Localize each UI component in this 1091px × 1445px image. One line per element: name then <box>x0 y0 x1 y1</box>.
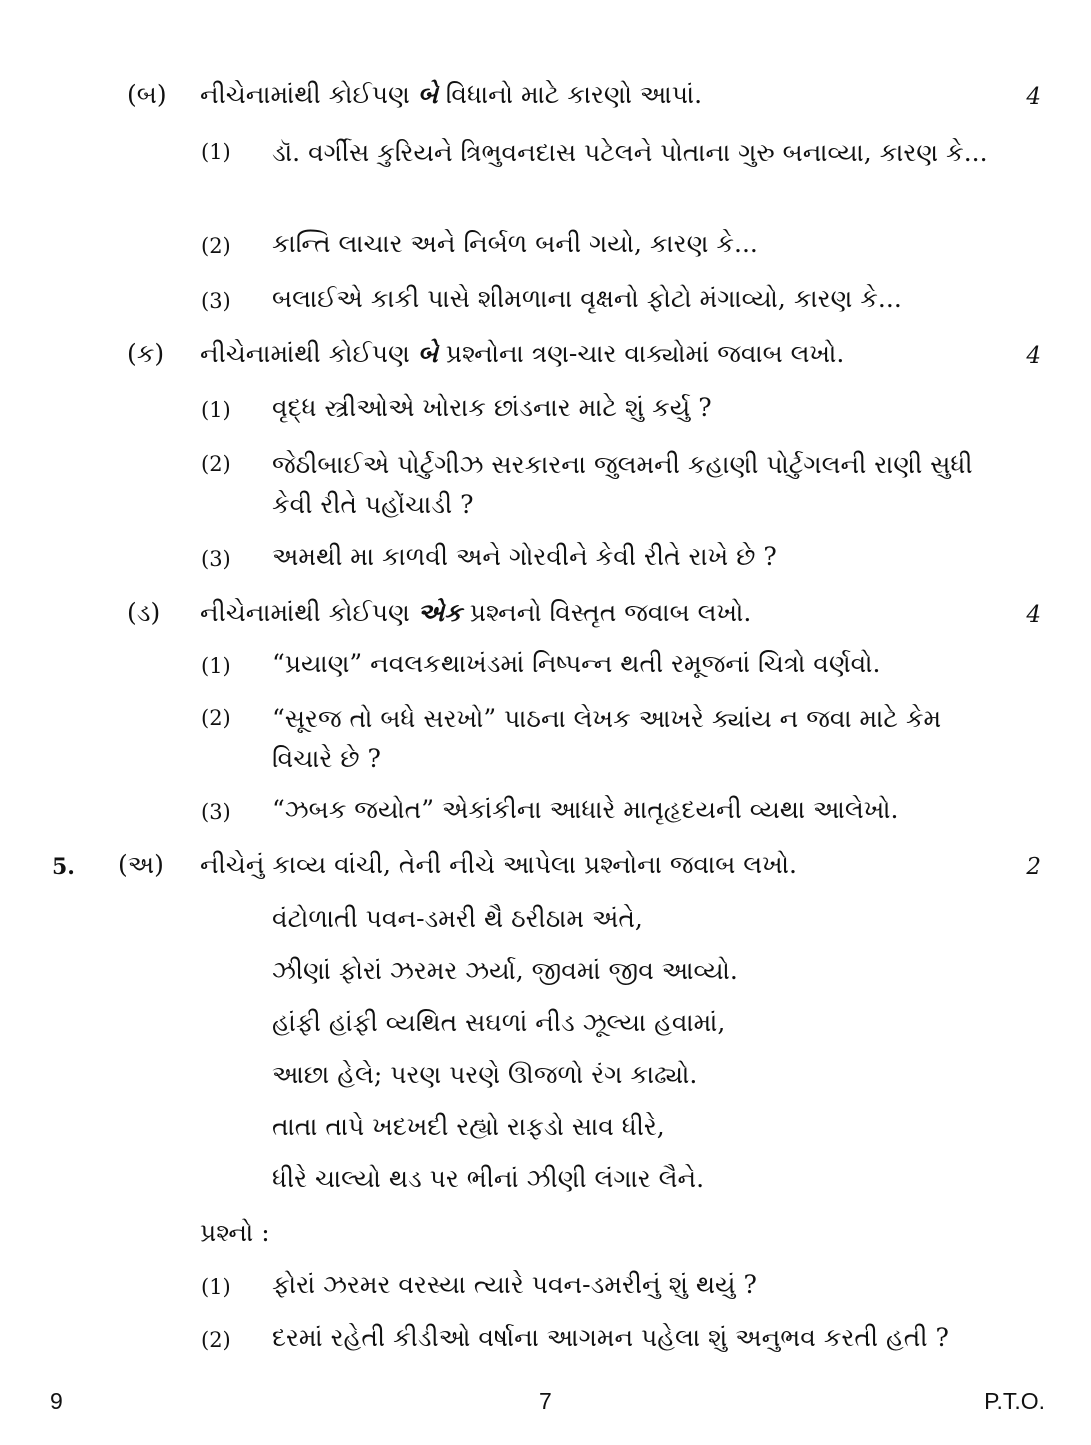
poem-line: હાંફી હાંફી વ્યથિત સઘળાં નીડ ઝૂલ્યા હવામાં, <box>272 1008 726 1037</box>
section-label: (ક) <box>127 339 165 368</box>
section-instruction: નીચેનું કાવ્ય વાંચી, તેની નીચે આપેલા પ્રશ્નોના જવાબ લખો. <box>200 850 797 879</box>
item-number: (2) <box>201 452 231 476</box>
section-label: (બ) <box>127 80 167 109</box>
item-number: (3) <box>201 289 231 313</box>
item-number: (1) <box>201 1275 231 1299</box>
list-item: “ઝબક જયોત” એકાંકીના આધારે માતૃહૃદયની વ્યથા આલેખો. <box>272 795 899 824</box>
list-item: દરમાં રહેતી કીડીઓ વર્ષાના આગમન પહેલા શું અનુભવ કરતી હતી ? <box>272 1323 949 1352</box>
list-item: જેઠીબાઈએ પોર્ટુગીઝ સરકારના જુલમની કહાણી પોર્ટુગલની રાણી સુધી કેવી રીતે પહોંચાડી ? <box>272 450 973 519</box>
item-number: (1) <box>201 398 231 422</box>
list-item: ડૉ. વર્ગીસ કુરિયને ત્રિભુવનદાસ પટેલને પોતાના ગુરુ બનાવ્યા, કારણ કે... <box>272 138 988 167</box>
list-item: “સૂરજ તો બધે સરખો” પાઠના લેખક આખરે ક્યાંય ન જવા માટે કેમ વિચારે છે ? <box>272 704 942 773</box>
section-instruction: નીચેનામાંથી કોઈપણ બે વિધાનો માટે કારણો આપાં. <box>200 80 703 109</box>
footer-code: 9 <box>50 1388 63 1414</box>
item-number: (2) <box>201 234 231 258</box>
section-label: (અ) <box>118 850 164 879</box>
list-item: વૃદ્ધ સ્ત્રીઓએ ખોરાક છાંડનાર માટે શું કર્યુ ? <box>272 393 712 422</box>
list-item: ફોરાં ઝરમર વરસ્યા ત્યારે પવન-ડમરીનું શું થયું ? <box>272 1270 757 1299</box>
marks: 4 <box>1026 602 1041 628</box>
question-number: 5. <box>52 854 75 880</box>
poem-line: વંટોળાતી પવન-ડમરી થૈ ઠરીઠામ અંતે, <box>272 904 643 933</box>
questions-heading: પ્રશ્નો : <box>200 1218 270 1247</box>
item-number: (2) <box>201 706 231 730</box>
list-item: કાન્તિ લાચાર અને નિર્બળ બની ગયો, કારણ કે... <box>272 229 758 258</box>
section-label: (ડ) <box>127 598 161 627</box>
list-item: “પ્રયાણ” નવલકથાખંડમાં નિષ્પન્ન થતી રમૂજનાં ચિત્રો વર્ણવો. <box>272 649 881 678</box>
marks: 4 <box>1026 84 1041 110</box>
item-number: (1) <box>201 654 231 678</box>
pto-label: P.T.O. <box>984 1388 1045 1414</box>
poem-line: ધીરે ચાલ્યો થડ પર ભીનાં ઝીણી લંગાર લૈને. <box>272 1164 705 1193</box>
poem-line: ઝીણાં ફોરાં ઝરમર ઝર્યા, જીવમાં જીવ આવ્યો. <box>272 956 738 985</box>
item-number: (3) <box>201 547 231 571</box>
poem-line: આછા હેલે; પરણ પરણે ઊજળો રંગ કાઢ્યો. <box>272 1060 698 1089</box>
item-number: (3) <box>201 800 231 824</box>
list-item: બલાઈએ કાકી પાસે શીમળાના વૃક્ષનો ફોટો મંગાવ્યો, કારણ કે... <box>272 284 902 313</box>
item-number: (1) <box>201 140 231 164</box>
marks: 2 <box>1026 854 1041 880</box>
list-item: અમથી મા કાળવી અને ગોરવીને કેવી રીતે રાખે છે ? <box>272 542 777 571</box>
marks: 4 <box>1026 343 1041 369</box>
poem-line: તાતા તાપે ખદખદી રહ્યો રાફડો સાવ ધીરે, <box>272 1112 665 1141</box>
item-number: (2) <box>201 1328 231 1352</box>
page-number: 7 <box>539 1388 552 1414</box>
section-instruction: નીચેનામાંથી કોઈપણ બે પ્રશ્નોના ત્રણ-ચાર વાક્યોમાં જવાબ લખો. <box>200 339 845 368</box>
section-instruction: નીચેનામાંથી કોઈપણ એક પ્રશ્નનો વિસ્તૃત જવાબ લખો. <box>200 598 752 627</box>
